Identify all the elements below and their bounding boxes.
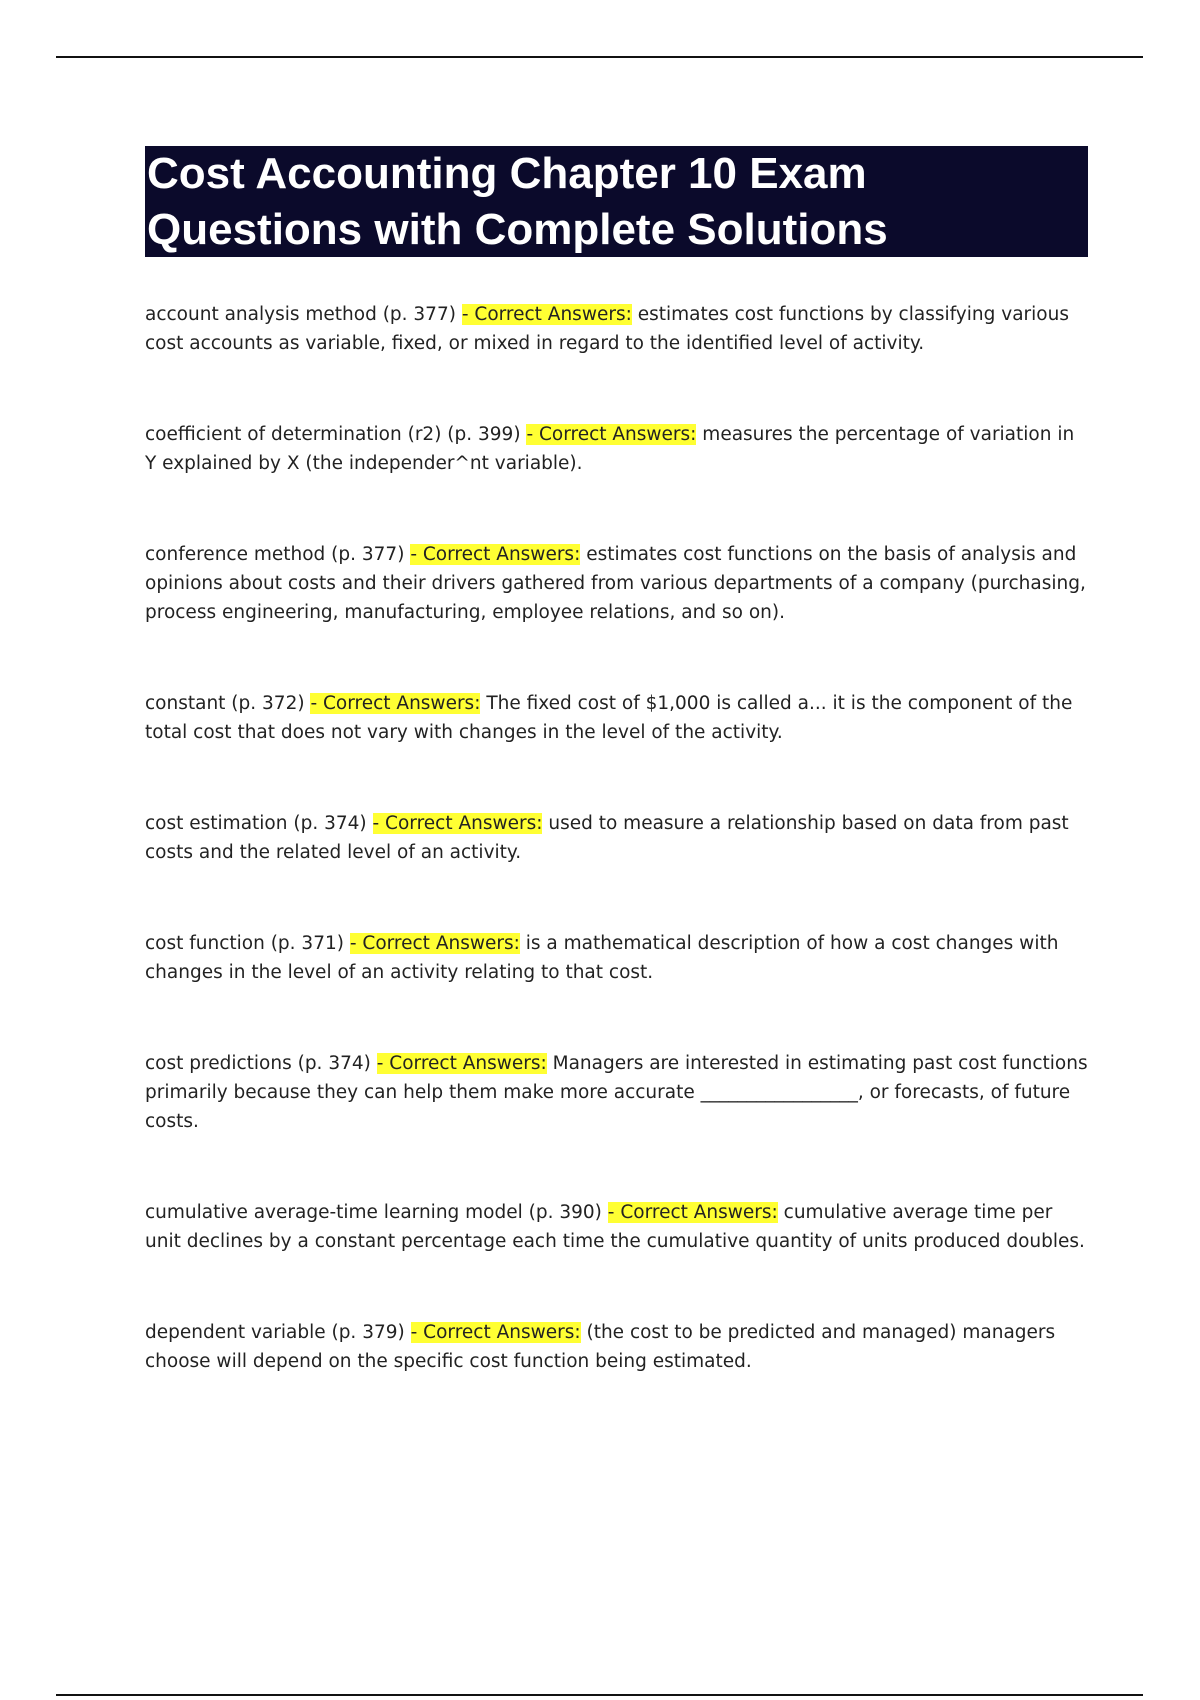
entry-answer: used to measure a relationship based on data from past costs and the related level of an activity. [145, 813, 1069, 863]
answer-marker: - Correct Answers: [349, 933, 520, 954]
list-item [145, 1198, 1090, 1256]
entry-answer: The fixed cost of $1,000 is called a... it is the component of the total cost that does not vary with changes in the level of the activity. [145, 693, 1073, 743]
entry-answer: measures the percentage of variation in Y explained by X (the independer^nt variable). [145, 424, 1075, 474]
answer-marker: - Correct Answers: [607, 1202, 778, 1223]
list-item [145, 300, 1090, 358]
list-item [145, 929, 1090, 987]
entry-term: conference method (p. 377) [145, 544, 405, 565]
list-item [145, 809, 1090, 867]
answer-marker: - Correct Answers: [461, 304, 632, 325]
entry-answer: is a mathematical description of how a cost changes with changes in the level of an activity relating to that cost. [145, 933, 1059, 983]
top-rule [56, 56, 1143, 58]
list-item [145, 420, 1090, 478]
answer-marker: - Correct Answers: [410, 1322, 581, 1343]
entry-term: cost predictions (p. 374) [145, 1053, 371, 1074]
answer-marker: - Correct Answers: [376, 1053, 547, 1074]
entry-term: dependent variable (p. 379) [145, 1322, 405, 1343]
entry-term: cost estimation (p. 374) [145, 813, 367, 834]
entry-term: cumulative average-time learning model (p. 390) [145, 1202, 602, 1223]
list-item [145, 1318, 1090, 1376]
list-item [145, 540, 1090, 627]
entry-answer: estimates cost functions on the basis of analysis and opinions about costs and their drivers gathered from various departments of a company (purchasing, process engineering, manufacturing, employee relations, and so on). [145, 544, 1086, 623]
list-item [145, 689, 1090, 747]
list-item [145, 1049, 1090, 1136]
entry-answer: (the cost to be predicted and managed) managers choose will depend on the specific cost function being estimated. [145, 1322, 1056, 1372]
entry-term: constant (p. 372) [145, 693, 305, 714]
entry-term: cost function (p. 371) [145, 933, 344, 954]
entry-answer: cumulative average time per unit declines by a constant percentage each time the cumulative quantity of units produced doubles. [145, 1202, 1085, 1252]
bottom-rule [56, 1694, 1143, 1696]
entry-answer: Managers are interested in estimating past cost functions primarily because they can help them make more accurate _________________, or forecasts, of future costs. [145, 1053, 1088, 1132]
document-title: Cost Accounting Chapter 10 Exam Questions with Complete Solutions [145, 146, 1088, 257]
entry-term: account analysis method (p. 377) [145, 304, 456, 325]
entry-term: coefficient of determination (r2) (p. 399) [145, 424, 521, 445]
answer-marker: - Correct Answers: [372, 813, 543, 834]
answer-marker: - Correct Answers: [310, 693, 481, 714]
answer-marker: - Correct Answers: [526, 424, 697, 445]
entry-answer: estimates cost functions by classifying various cost accounts as variable, fixed, or mixed in regard to the identified level of activity. [145, 304, 1069, 354]
answer-marker: - Correct Answers: [410, 544, 581, 565]
